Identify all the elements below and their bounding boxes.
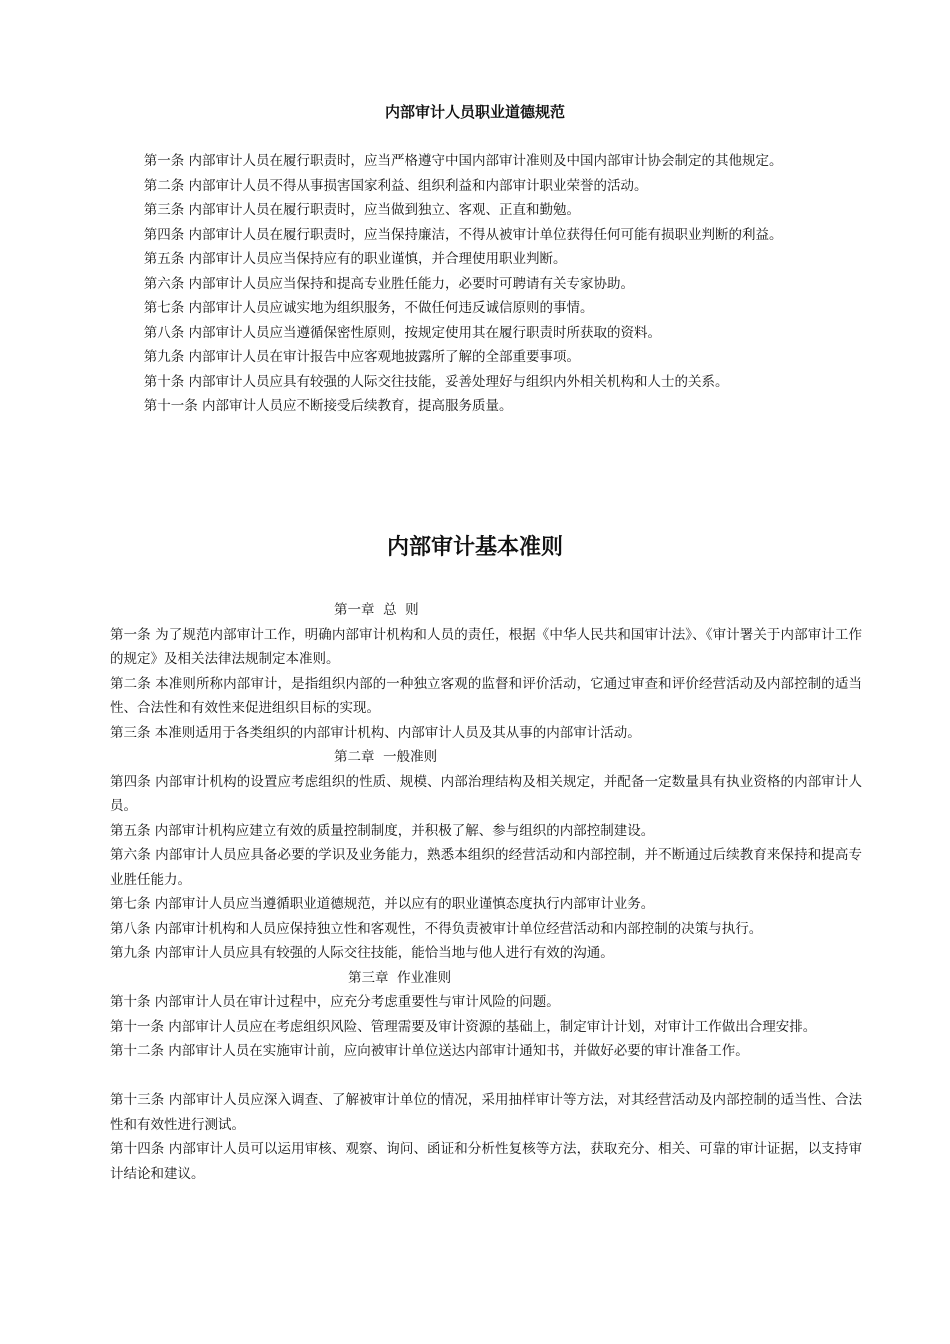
- ethics-article-4: 第四条 内部审计人员在履行职责时，应当保持廉洁，不得从被审计单位获得任何可能有损职业判断的利益。: [143, 226, 783, 243]
- chapter-2-heading: 第二章 一般准则: [334, 749, 438, 765]
- chapter-3-heading: 第三章 作业准则: [348, 969, 452, 986]
- ethics-article-3: 第三条 内部审计人员在履行职责时，应当做到独立、客观、正直和勤勉。: [143, 202, 581, 218]
- standard-article-5: 第五条 内部审计机构应建立有效的质量控制制度，并积极了解、参与组织的内部控制建设。: [110, 822, 655, 839]
- standard-article-7: 第七条 内部审计人员应当遵循职业道德规范，并以应有的职业谨慎态度执行内部审计业务。: [110, 896, 655, 912]
- standard-article-11: 第十一条 内部审计人员应在考虑组织风险、管理需要及审计资源的基础上，制定审计计划，对审计工作做出合理安排。: [110, 1018, 817, 1035]
- ethics-article-5: 第五条 内部审计人员应当保持应有的职业谨慎，并合理使用职业判断。: [143, 251, 567, 267]
- ethics-article-8: 第八条 内部审计人员应当遵循保密性原则，按规定使用其在履行职责时所获取的资料。: [143, 324, 662, 341]
- ethics-article-9: 第九条 内部审计人员在审计报告中应客观地披露所了解的全部重要事项。: [143, 349, 581, 365]
- standard-article-13: 第十三条 内部审计人员应深入调查、了解被审计单位的情况，采用抽样审计等方法，对其经营活动及内部控制的适当性、合法性和有效性进行测试。: [110, 1092, 862, 1133]
- standard-article-3: 第三条 本准则适用于各类组织的内部审计机构、内部审计人员及其从事的内部审计活动。: [110, 724, 641, 741]
- basic-standards-body: [110, 598, 862, 1186]
- standard-article-12: 第十二条 内部审计人员在实施审计前，应向被审计单位送达内部审计通知书，并做好必要的审计准备工作。: [110, 1043, 749, 1059]
- chapter-1-heading: 第一章 总 则: [334, 602, 419, 618]
- code-of-ethics-title: 内部审计人员职业道德规范: [384, 103, 565, 121]
- standard-article-14: 第十四条 内部审计人员可以运用审核、观察、询问、函证和分析性复核等方法，获取充分、相关、可靠的审计证据，以支持审计结论和建议。: [110, 1141, 862, 1182]
- ethics-article-10: 第十条 内部审计人员应具有较强的人际交往技能，妥善处理好与组织内外相关机构和人士的关系。: [143, 373, 729, 390]
- standard-article-4: 第四条 内部审计机构的设置应考虑组织的性质、规模、内部治理结构及相关规定，并配备一定数量具有执业资格的内部审计人员。: [110, 773, 862, 814]
- ethics-article-11: 第十一条 内部审计人员应不断接受后续教育，提高服务质量。: [143, 398, 513, 414]
- code-of-ethics-body: [110, 149, 856, 419]
- ethics-article-2: 第二条 内部审计人员不得从事损害国家利益、组织利益和内部审计职业荣誉的活动。: [143, 177, 648, 194]
- standard-article-6: 第六条 内部审计人员应具备必要的学识及业务能力，熟悉本组织的经营活动和内部控制，并不断通过后续教育来保持和提高专业胜任能力。: [110, 847, 862, 888]
- standard-article-2: 第二条 本准则所称内部审计，是指组织内部的一种独立客观的监督和评价活动，它通过审查和评价经营活动及内部控制的适当性、合法性和有效性来促进组织目标的实现。: [110, 675, 862, 716]
- ethics-article-6: 第六条 内部审计人员应当保持和提高专业胜任能力，必要时可聘请有关专家协助。: [143, 275, 635, 292]
- standard-article-1: 第一条 为了规范内部审计工作，明确内部审计机构和人员的责任，根据《中华人民共和国审计法》、《审计署关于内部审计工作的规定》及相关法律法规制定本准则。: [110, 626, 862, 667]
- standard-article-9: 第九条 内部审计人员应具有较强的人际交往技能，能恰当地与他人进行有效的沟通。: [110, 945, 614, 961]
- paragraph-gap: [110, 1064, 862, 1089]
- basic-standards-title: 内部审计基本准则: [386, 535, 563, 560]
- ethics-article-7: 第七条 内部审计人员应诚实地为组织服务，不做任何违反诚信原则的事情。: [143, 300, 594, 316]
- standard-article-8: 第八条 内部审计机构和人员应保持独立性和客观性，不得负责被审计单位经营活动和内部控制的决策与执行。: [110, 920, 763, 937]
- ethics-article-1: 第一条 内部审计人员在履行职责时，应当严格遵守中国内部审计准则及中国内部审计协会制定的其他规定。: [143, 153, 783, 169]
- standard-article-10: 第十条 内部审计人员在审计过程中，应充分考虑重要性与审计风险的问题。: [110, 994, 560, 1010]
